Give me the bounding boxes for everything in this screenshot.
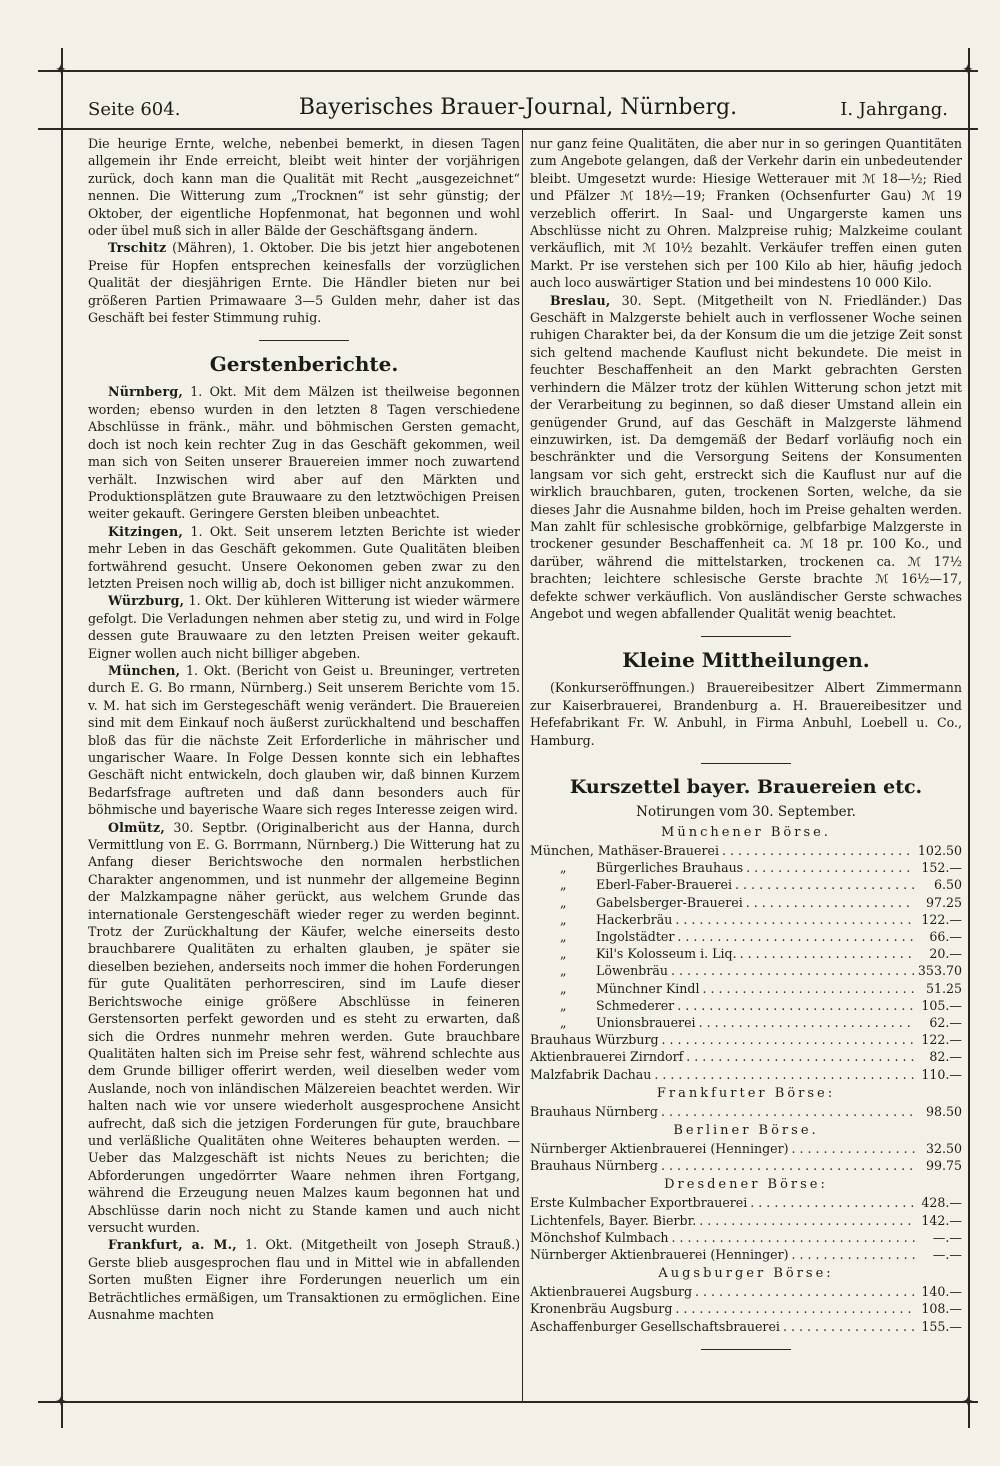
quotation-value: 122.— — [921, 1032, 962, 1048]
company-name: München, Mathäser-Brauerei — [530, 843, 719, 858]
quotation-row — [530, 1048, 962, 1065]
company-name: „ Löwenbräu — [530, 962, 668, 979]
quotation-value: 152.— — [921, 860, 962, 876]
quotation-row — [530, 1229, 962, 1246]
quotation-value: 353.70 — [917, 963, 962, 979]
exchange-heading: Dresdener Börse: — [664, 1177, 828, 1193]
end-divider — [701, 1349, 791, 1350]
quotation-value: 32.50 — [925, 1141, 962, 1157]
report-text: 1. Okt. Seit unserem letzten Berichte ist wieder mehr Leben in das Geschäft gekommen. Gute Qualitäten bleiben fortwährend gesucht. Unsere Oekonomen geben zwar zu den letzten Preisen noch willig ab, doch ist billiger nicht anzukommen. — [88, 523, 520, 591]
exchange-heading: Augsburger Börse: — [658, 1266, 834, 1282]
leader-dots — [746, 859, 915, 876]
company-name: „ Unionsbrauerei — [530, 1014, 696, 1031]
quotation-value: 428.— — [921, 1195, 962, 1211]
leader-dots — [675, 1300, 915, 1317]
exchange-heading: Frankfurter Börse: — [656, 1085, 836, 1101]
section-divider — [701, 763, 791, 764]
quotation-value: 102.50 — [917, 843, 962, 858]
frame-right-rule — [968, 48, 970, 1428]
frame-bottom-rule — [38, 1401, 978, 1403]
quotation-row — [530, 962, 962, 979]
leader-dots — [699, 1212, 915, 1229]
quotation-value: 82.— — [929, 1049, 962, 1065]
report-text: 1. Okt. (Bericht von Geist u. Breuninger, vertreten durch E. G. Bo rmann, Nürnberg.) Seit unserem Berichte vom 15. v. M. hat sich im Gerstegeschäft wenig verändert. Die Brauereien sind mit dem Einkauf noch äußerst zurückhaltend und beschaffen bloß das für die nächste Zeit Erforderliche in mährischer und ungarischer Waare. In Folge Dessen konnte sich ein lebhaftes Geschäft nicht entwickeln, doch glauben wir, daß binnen Kurzem Bedarfsfrage auftreten und daß dann besonders auch für böhmische und bayerische Waare sich reges Interesse zeigen wird. — [88, 662, 520, 818]
quotation-table — [530, 824, 962, 1335]
quotation-value: 122.— — [921, 911, 962, 927]
kurszettel-date: Notirungen vom 30. September. — [636, 804, 856, 820]
corner-ornament-icon: ✦ — [962, 62, 974, 78]
report-text: 1. Okt. Mit dem Mälzen ist theilweise begonnen worden; ebenso wurden in den letzten 8 Tagen verschiedene Abschlüsse in fränk., mähr. und böhmischen Gersten gemacht, doch ist noch kein rechter Zug in das Geschäft gekommen, weil man sich von Seiten unserer Brauereien immer noch zuwartend verhält. Inzwischen wird aber auf den Märkten und Produktionsplätzen gute Brauwaare zu den letztwöchigen Preisen weiter gekauft. Geringere Gersten bleiben unbeachtet. — [88, 384, 520, 522]
company-name: „ Hackerbräu — [530, 911, 672, 928]
report-city: München, — [108, 662, 181, 678]
quotation-row — [530, 859, 962, 876]
quotation-row — [530, 1066, 962, 1083]
company-name: „ Schmederer — [530, 997, 674, 1014]
company-name: Nürnberger Aktienbrauerei (Henninger) — [530, 1247, 789, 1263]
leader-dots — [662, 1031, 915, 1048]
gerste-report — [88, 383, 520, 522]
leader-dots — [783, 1318, 915, 1335]
company-name: Aktienbrauerei Augsburg — [530, 1284, 693, 1300]
quotation-row — [530, 842, 962, 859]
leader-dots — [677, 928, 915, 945]
leader-dots — [703, 980, 915, 997]
quotation-value: 105.— — [921, 997, 962, 1013]
kurszettel-title: Kurszettel bayer. Brauereien etc. — [569, 776, 923, 798]
report-city: Breslau, — [550, 292, 611, 308]
trschitz-report — [88, 239, 520, 326]
leader-dots — [735, 876, 915, 893]
leader-dots — [654, 1066, 915, 1083]
company-name: Lichtenfels, Bayer. Bierbr. — [530, 1212, 697, 1228]
leader-dots — [672, 1229, 915, 1246]
volume-label: I. Jahrgang. — [840, 99, 948, 120]
company-name: Mönchshof Kulmbach — [530, 1229, 669, 1245]
quotation-value: 98.50 — [925, 1103, 962, 1119]
section-divider — [701, 636, 791, 637]
quotation-value: 99.75 — [925, 1158, 962, 1174]
quotation-row — [530, 945, 962, 962]
left-column — [88, 135, 520, 1391]
company-name: „ Kil's Kolosseum i. Liq. — [530, 945, 737, 962]
hopfen-intro-paragraph: Die heurige Ernte, welche, nebenbei bemerkt, in diesen Tagen allgemein ihr Ende erreicht, bleibt weit hinter der vorjährigen zurück, doch kann man die Qualität mit Recht „ausgezeichnet“ nennen. Die Witterung zum „Trocknen“ ist sehr günstig; der Oktober, der eigentliche Hopfenmonat, hat begonnen und wohl oder übel muß sich in aller Bälde der Geschäftsgang ändern. — [88, 136, 520, 239]
frame-top-rule — [38, 70, 978, 72]
quotation-value: 108.— — [921, 1301, 962, 1317]
company-name: Nürnberger Aktienbrauerei (Henninger) — [530, 1141, 789, 1157]
quotation-value: 140.— — [921, 1284, 962, 1300]
report-text: 30. Septbr. (Originalbericht aus der Hanna, durch Vermittlung von E. G. Borrmann, Nürnberg.) Die Witterung hat zu Anfang dieser Berichtswoche den normalen herbstlichen Charakter angenommen, und ist nunmehr der allgemeine Beginn der Malzkampagne näher gerückt, aus welchem Grunde das internationale Gerstengeschäft wieder reger zu werden beginnt. Trotz der Zurückhaltung der Käufer, welche einerseits desto brauchbarere Qualitäten zu erhalten glauben, je später sie dieselben beziehen, anderseits noch immer die hohen Forderungen für gute Qualitäten perhorresciren, sind im Laufe dieser Berichtswoche einige größere Abschlüsse in feineren Gerstensorten perfekt geworden und es steht zu erwarten, daß sich die Ordres nunmehr mehren werden. Gute brauchbare Qualitäten halten sich im Preise sehr fest, während schlechte aus dem Grunde billiger offerirt werden, weil dieselben weder vom Auslande, noch von inländischen Mälzereien beachtet werden. Wir halten nach wie vor unsere wiederholt ausgesprochene Ansicht aufrecht, daß sich die jetzigen Forderungen für gute, brauchbare und verläßliche Qualitäten ohne Weiteres behaupten werden. — Ueber das Malzgeschäft ist nichts Neues zu berichten; die Abforderungen ungedörrter Waare nehmen ihren Fortgang, während die Erzeugung neuen Malzes kaum begonnen hat und Abschlüsse darin noch nicht zu Stande kamen und auch nicht versucht wurden. — [88, 819, 520, 1235]
frame-header-rule — [38, 128, 978, 130]
company-name: „ Gabelsberger-Brauerei — [530, 894, 743, 911]
gerste-reports — [88, 383, 520, 1323]
leader-dots — [686, 1048, 915, 1065]
gerste-report — [88, 1236, 520, 1323]
quotation-row — [530, 1194, 962, 1211]
report-city: Frankfurt, a. M., — [108, 1237, 237, 1253]
page-number: Seite 604. — [88, 99, 181, 120]
frame-left-rule — [61, 48, 63, 1428]
column-divider — [522, 130, 523, 1401]
quotation-row — [530, 1318, 962, 1335]
quotation-row — [530, 1157, 962, 1174]
section-divider — [259, 340, 349, 341]
right-column — [530, 135, 962, 1391]
company-name: Malzfabrik Dachau — [530, 1066, 652, 1082]
quotation-row — [530, 980, 962, 997]
corner-ornament-icon: ✦ — [962, 1394, 974, 1410]
quotation-row — [530, 876, 962, 893]
quotation-row — [530, 997, 962, 1014]
quotation-value: 155.— — [921, 1318, 962, 1334]
gerste-report — [88, 819, 520, 1237]
company-name: Aktienbrauerei Zirndorf — [530, 1049, 684, 1065]
quotation-value: 66.— — [929, 929, 962, 945]
leader-dots — [792, 1140, 915, 1157]
company-name: Brauhaus Würzburg — [530, 1032, 659, 1048]
leader-dots — [695, 1283, 915, 1300]
report-city: Nürnberg, — [108, 384, 183, 400]
quotation-row — [530, 1103, 962, 1120]
journal-title: Bayerisches Brauer-Journal, Nürnberg. — [298, 95, 738, 120]
report-city: Trschitz — [108, 240, 167, 256]
quotation-value: 20.— — [929, 946, 962, 962]
leader-dots — [677, 997, 915, 1014]
report-city: Kitzingen, — [108, 523, 183, 539]
section-title-gerstenberichte: Gerstenberichte. — [209, 352, 399, 377]
corner-ornament-icon: ✦ — [55, 62, 67, 78]
quotation-value: 62.— — [929, 1015, 962, 1031]
quotation-row — [530, 1140, 962, 1157]
report-text: 30. Sept. (Mitgetheilt von N. Friedländer.) Das Geschäft in Malzgerste behielt auch in verflossener Woche seinen ruhigen Charakter bei, da der Konsum die um die jetzige Zeit sonst sich geltend machende Kauflust nicht bekundete. Die meist in feuchter Beschaffenheit an den Markt gebrachten Gersten verhindern die Mälzer trotz der kühlen Witterung schon jetzt mit der Verarbeitung zu beginnen, so daß dieser Umstand allein ein genügender Grund, auf das Geschäft in Malzgerste lähmend einzuwirken, ist. Da demgemäß der Bedarf vorläufig noch ein beschränkter und die Versorgung Seitens der Konsumenten langsam vor sich geht, erstreckt sich die Kauflust nur auf die wirklich brauchbaren, guten, trockenen Sorten, welche, da sie dieses Jahr die Ausnahme bilden, hoch im Preise gehalten werden. Man zahlt für schlesische grobkörnige, gelbfarbige Malzgerste in trockener gesunder Beschaffenheit ca. ℳ 18 pr. 100 Ko., und darüber, während die mittelstarken, trockenen ca. ℳ 17½ brachten; leichtere schlesische Gerste brachte ℳ 16½—17, defekte schwer verkäuflich. Von ausländischer Gerste schwaches Angebot und wegen abfallender Qualität wenig beachtet. — [530, 292, 962, 621]
quotation-row — [530, 911, 962, 928]
report-text: 1. Okt. Der kühleren Witterung ist wieder wärmere gefolgt. Die Verladungen nehmen aber stetig zu, und wird in Folge dessen gute Brauwaare zu den letzten Preisen weiter gekauft. Eigner wollen auch nicht billiger abgeben. — [88, 593, 520, 661]
company-name: „ Eberl-Faber-Brauerei — [530, 876, 732, 893]
report-city: Würzburg, — [108, 593, 185, 609]
quotation-value: 142.— — [921, 1212, 962, 1228]
company-name: „ Münchner Kindl — [530, 980, 700, 997]
section-title-mitteilungen: Kleine Mittheilungen. — [622, 648, 870, 673]
quotation-row — [530, 1246, 962, 1263]
quotation-value: 110.— — [921, 1066, 962, 1082]
company-name: Brauhaus Nürnberg — [530, 1158, 658, 1174]
leader-dots — [699, 1014, 915, 1031]
company-name: Erste Kulmbacher Exportbrauerei — [530, 1195, 748, 1211]
company-name: Brauhaus Nürnberg — [530, 1103, 658, 1119]
report-city: Olmütz, — [108, 819, 165, 835]
company-name: „ Ingolstädter — [530, 928, 674, 945]
quotation-value: 6.50 — [933, 877, 962, 893]
page-header — [88, 95, 948, 125]
quotation-row — [530, 1283, 962, 1300]
leader-dots — [792, 1246, 915, 1263]
quotation-value: 97.25 — [925, 894, 962, 910]
leader-dots — [661, 1103, 915, 1120]
quotation-row — [530, 1014, 962, 1031]
quotation-row — [530, 1031, 962, 1048]
gerste-report — [88, 662, 520, 819]
leader-dots — [675, 911, 915, 928]
frankfurt-continuation: nur ganz feine Qualitäten, die aber nur in so geringen Quantitäten zum Angebote gelangen, daß der Verkehr darin ein unbedeutender bleibt. Umgesetzt wurde: Hiesige Wetterauer mit ℳ 18—½; Ried und Pfälzer ℳ 18½—19; Franken (Ochsenfurter Gau) ℳ 19 verzeblich offerirt. In Saal- und Ungargerste kamen uns Abschlüsse nicht zu Ohren. Malzpreise ruhig; Malzkeime coulant verkäuflich, mit ℳ 10½ bezahlt. Verkäufer treffen einen guten Markt. Pr ise verstehen sich per 100 Kilo ab hier, häufig jedoch auch loco auswärtiger Station und bei mindestens 10 000 Kilo. — [530, 136, 962, 291]
quotation-row — [530, 1212, 962, 1229]
report-text: (Mähren), 1. Oktober. Die bis jetzt hier angebotenen Preise für Hopfen entsprechen keinesfalls der vorzüglichen Qualität der diesjährigen Ernte. Die Händler bieten nur bei größeren Partien Primawaare 3—5 Gulden mehr, daher ist das Geschäft bei fester Stimmung ruhig. — [88, 240, 520, 326]
exchange-heading: Münchener Börse. — [661, 825, 831, 840]
company-name: Kronenbräu Augsburg — [530, 1301, 673, 1317]
leader-dots — [661, 1157, 915, 1174]
quotation-row — [530, 928, 962, 945]
konkurs-notice: (Konkurseröffnungen.) Brauereibesitzer Albert Zimmermann zur Kaiserbrauerei, Brandenburg a. H. Brauereibesitzer und Hefefabrikant Fr. W. Anbuhl, in Firma Anbuhl, Loebell u. Co., Hamburg. — [530, 680, 962, 748]
quotation-value: —.— — [932, 1247, 962, 1263]
leader-dots — [740, 945, 915, 962]
quotation-row — [530, 1300, 962, 1317]
quotation-value: 51.25 — [925, 980, 962, 996]
leader-dots — [750, 1194, 915, 1211]
corner-ornament-icon: ✦ — [55, 1394, 67, 1410]
company-name: „ Bürgerliches Brauhaus — [530, 859, 743, 876]
leader-dots — [671, 962, 915, 979]
gerste-report — [88, 523, 520, 593]
quotation-row — [530, 894, 962, 911]
breslau-report — [530, 292, 962, 623]
gerste-report — [88, 592, 520, 662]
company-name: Aschaffenburger Gesellschaftsbrauerei — [530, 1318, 780, 1334]
report-text: 1. Okt. (Mitgetheilt von Joseph Strauß.) Gerste blieb ausgesprochen flau und in Mittel wie in abfallenden Sorten mußten Eigner ihre Forderungen neuerlich um ein Beträchtliches ermäßigen, um Transaktionen zu ermöglichen. Eine Ausnahme machten — [88, 1237, 520, 1322]
exchange-heading: Berliner Börse. — [673, 1123, 819, 1139]
leader-dots — [746, 894, 915, 911]
quotation-value: —.— — [932, 1229, 962, 1245]
leader-dots — [722, 842, 915, 859]
